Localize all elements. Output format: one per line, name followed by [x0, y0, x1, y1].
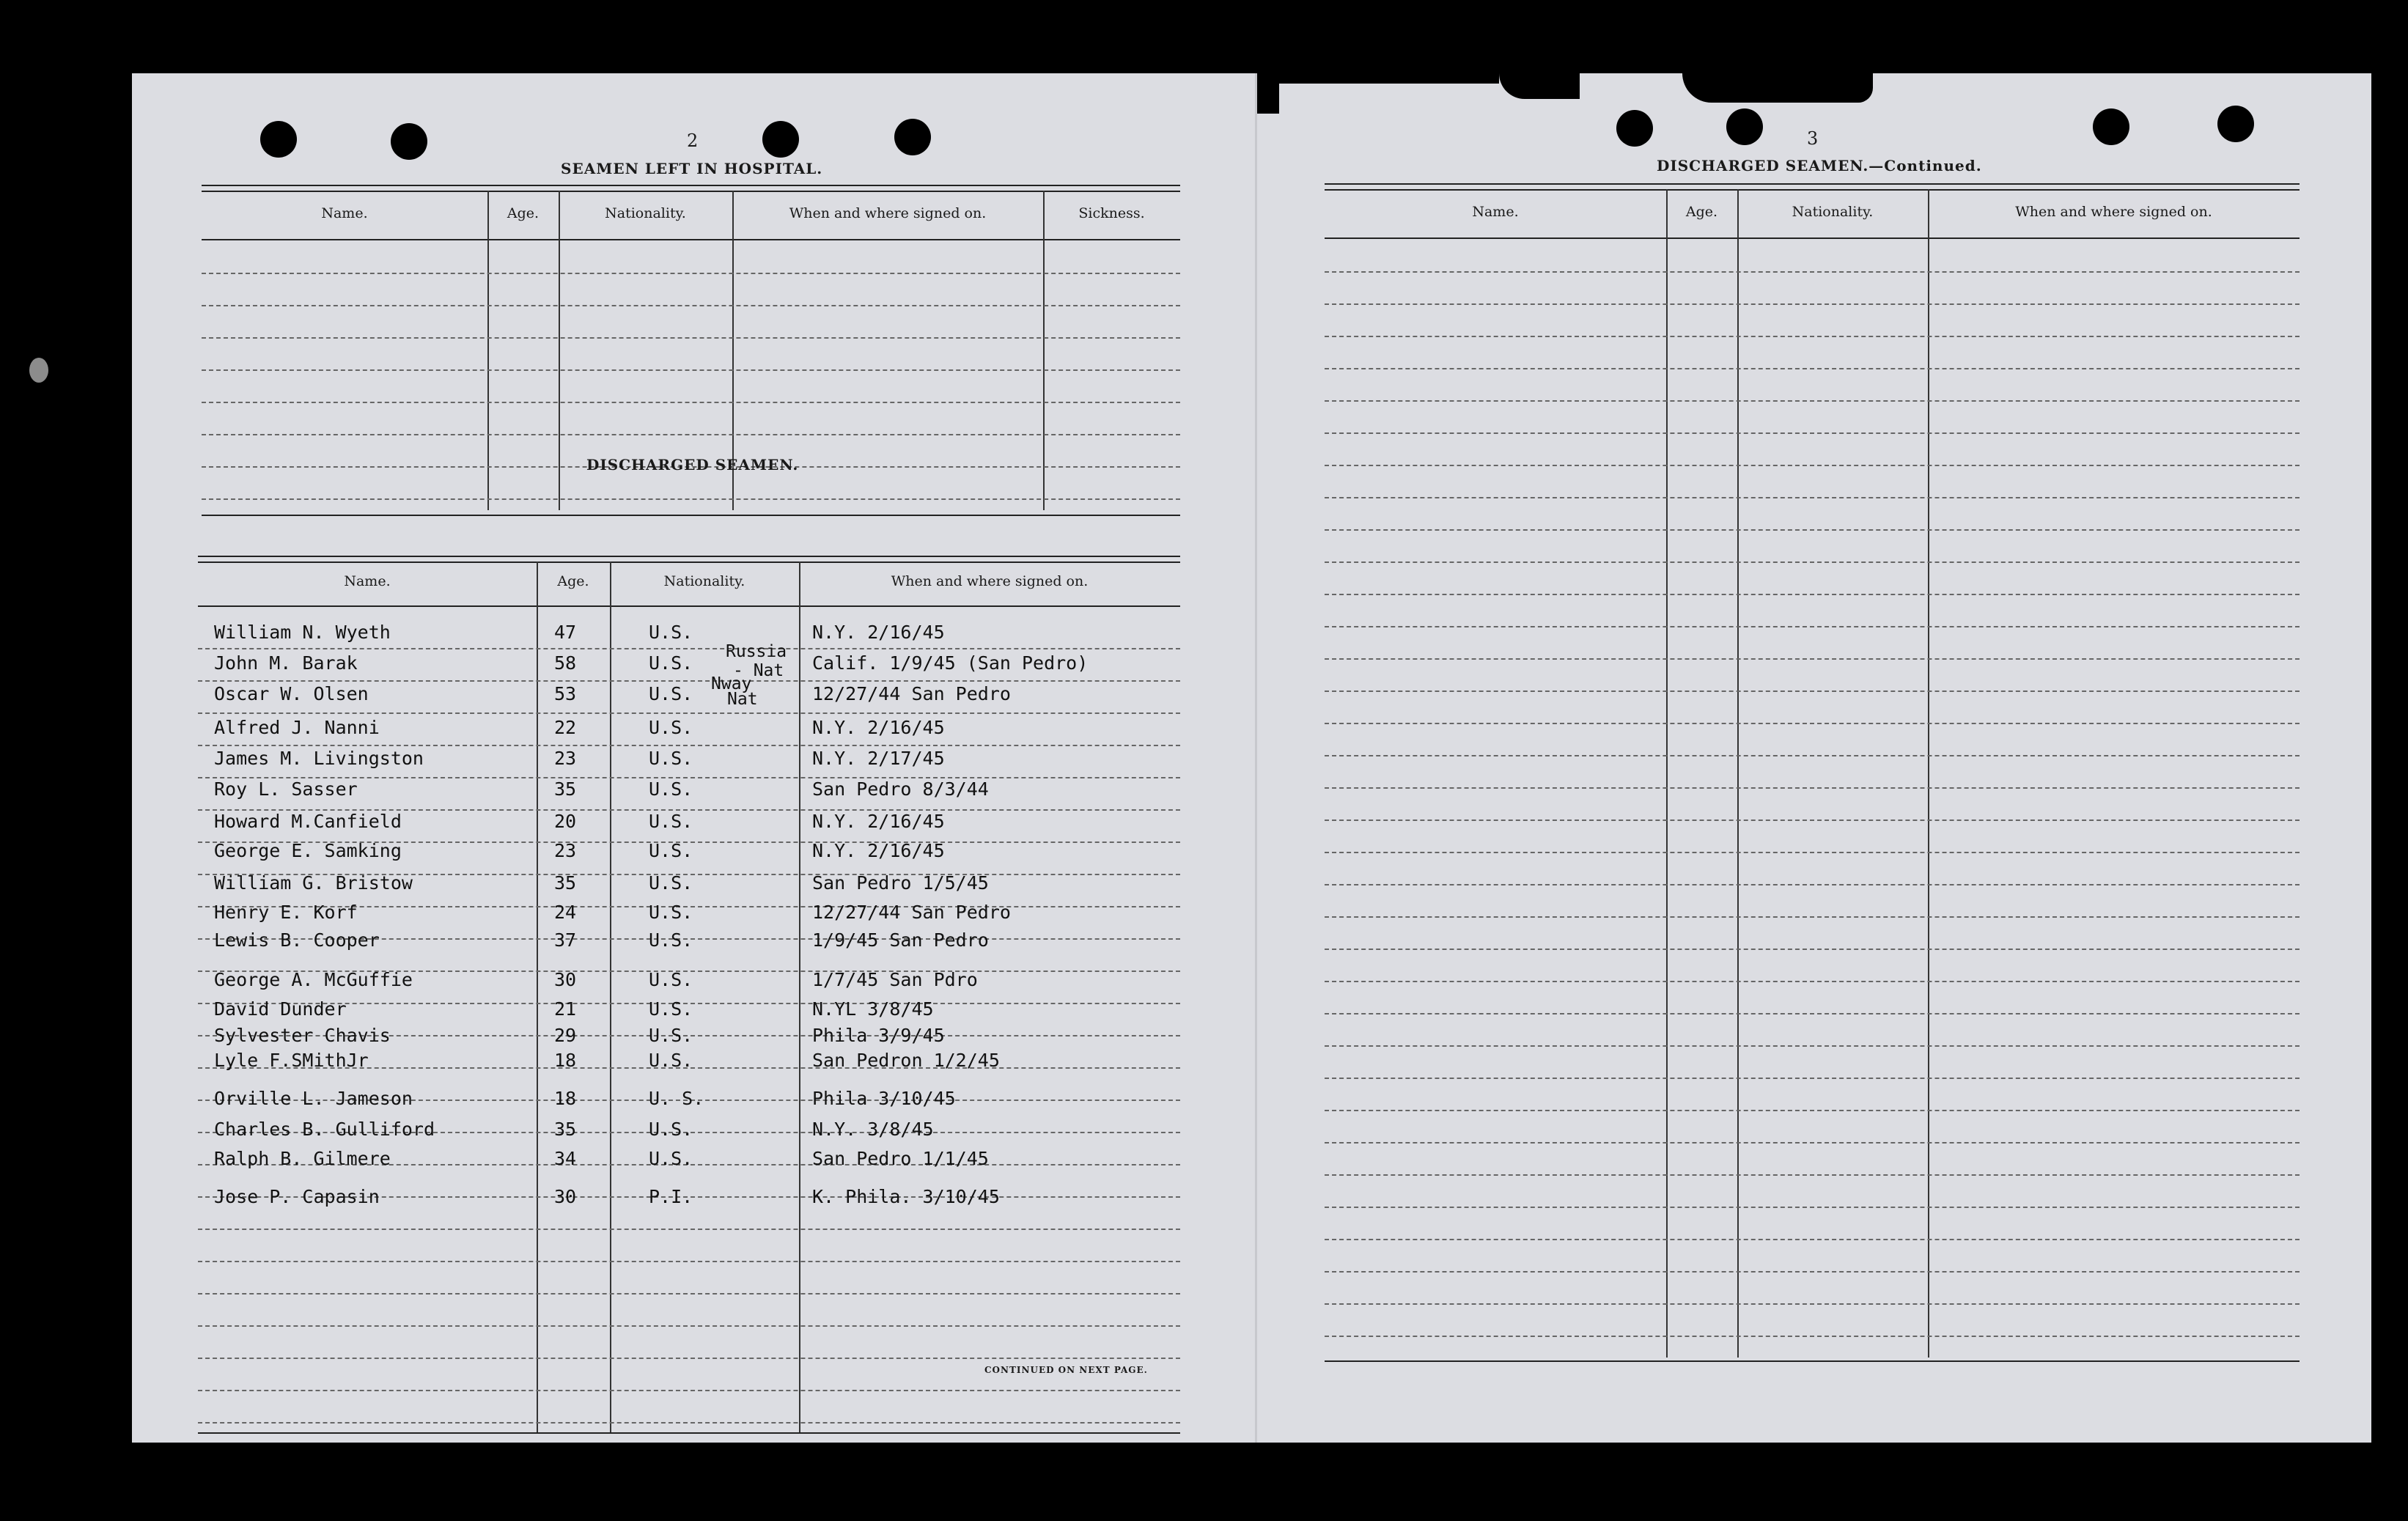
signed-on-cell: N.Y. 2/17/45 — [812, 748, 945, 769]
header-age: Age. — [1685, 204, 1718, 220]
name-cell: Oscar W. Olsen — [214, 683, 369, 704]
table-row — [198, 1119, 1180, 1145]
header-age: Age. — [557, 573, 589, 589]
table-row — [198, 929, 1180, 956]
row-line — [198, 712, 1180, 714]
page-number: 3 — [1807, 128, 1819, 149]
signed-on-cell: N.Y. 3/8/45 — [812, 1119, 934, 1140]
punch-hole — [2093, 108, 2129, 145]
header-sickness: Sickness. — [1078, 205, 1145, 221]
nationality-cell: U.S. — [649, 748, 693, 769]
punch-hole — [1616, 110, 1653, 147]
row-line — [198, 1229, 1180, 1230]
row-line — [1325, 884, 2300, 885]
row-line — [1325, 336, 2300, 337]
row-line — [202, 434, 1180, 435]
column-divider — [487, 191, 489, 510]
age-cell: 53 — [554, 683, 577, 704]
row-line — [198, 1293, 1180, 1294]
signed-on-cell: N.Y. 2/16/45 — [812, 811, 945, 832]
signed-on-cell: N.Y. 2/16/45 — [812, 717, 945, 738]
header-signed-on: When and where signed on. — [789, 205, 987, 221]
row-line — [1325, 465, 2300, 466]
punch-hole — [762, 121, 799, 158]
name-cell: Roy L. Sasser — [214, 778, 358, 800]
table-top-rule — [198, 556, 1180, 563]
table-row — [198, 998, 1180, 1025]
row-line — [1325, 1239, 2300, 1240]
row-line — [1325, 916, 2300, 918]
table-row — [198, 840, 1180, 866]
right-page — [1257, 73, 2371, 1443]
header-nationality: Nationality. — [1792, 204, 1874, 220]
signed-on-cell: San Pedro 1/5/45 — [812, 872, 989, 894]
row-line — [202, 305, 1180, 306]
signed-on-cell: Phila 3/9/45 — [812, 1025, 945, 1046]
nationality-cell: U.S. — [649, 1025, 693, 1046]
table-row — [198, 1025, 1180, 1051]
age-cell: 23 — [554, 840, 577, 861]
table-row — [198, 1186, 1180, 1212]
signed-on-cell: N.YL 3/8/45 — [812, 998, 934, 1020]
nationality-cell: U.S. — [649, 929, 693, 951]
row-line — [1325, 1078, 2300, 1079]
row-line — [1325, 820, 2300, 821]
name-cell: Sylvester Chavis — [214, 1025, 391, 1046]
header-name: Name. — [1472, 204, 1519, 220]
annotation-nat: - Nat — [733, 661, 784, 680]
row-line — [198, 1325, 1180, 1327]
age-cell: 23 — [554, 748, 577, 769]
column-divider — [1043, 191, 1045, 510]
table-row — [198, 1050, 1180, 1076]
nationality-cell: U.S. — [649, 717, 693, 738]
name-cell: George E. Samking — [214, 840, 402, 861]
row-line — [202, 273, 1180, 274]
table-bottom-rule — [198, 1432, 1180, 1434]
table-row — [198, 748, 1180, 774]
signed-on-cell: N.Y. 2/16/45 — [812, 840, 945, 861]
signed-on-cell: Calif. 1/9/45 (San Pedro) — [812, 652, 1089, 674]
nationality-cell: U.S. — [649, 811, 693, 832]
name-cell: William G. Bristow — [214, 872, 413, 894]
row-line — [1325, 1045, 2300, 1047]
signed-on-cell: 12/27/44 San Pedro — [812, 683, 1011, 704]
row-line — [1325, 852, 2300, 853]
age-cell: 34 — [554, 1148, 577, 1169]
page-number: 2 — [687, 130, 699, 151]
punch-hole — [894, 119, 931, 155]
discharged-table — [198, 482, 1180, 1440]
header-signed-on: When and where signed on. — [891, 573, 1089, 589]
name-cell: Ralph B. Gilmere — [214, 1148, 391, 1169]
row-line — [1325, 787, 2300, 789]
discharged-continued-table — [1325, 183, 2300, 1444]
header-name: Name. — [321, 205, 368, 221]
name-cell: Lewis B. Cooper — [214, 929, 380, 951]
paper-tear — [1682, 73, 1873, 103]
row-line — [1325, 1142, 2300, 1143]
row-line — [1325, 755, 2300, 756]
column-divider — [1666, 189, 1668, 1358]
annotation-nway: Nway — [711, 674, 752, 693]
row-line — [198, 680, 1180, 682]
age-cell: 35 — [554, 1119, 577, 1140]
nationality-cell: U.S. — [649, 683, 693, 704]
left-page — [132, 73, 1257, 1443]
table-bottom-rule — [1325, 1360, 2300, 1362]
row-line — [1325, 658, 2300, 660]
row-line — [1325, 1207, 2300, 1208]
name-cell: David Dunder — [214, 998, 347, 1020]
age-cell: 18 — [554, 1050, 577, 1071]
table-top-rule — [202, 185, 1180, 192]
row-line — [1325, 949, 2300, 950]
row-line — [1325, 432, 2300, 434]
scan-speck — [29, 358, 48, 383]
table-row — [198, 811, 1180, 837]
name-cell: Charles B. Gulliford — [214, 1119, 435, 1140]
header-age: Age. — [507, 205, 540, 221]
row-line — [198, 745, 1180, 746]
nationality-cell: U.S. — [649, 1119, 693, 1140]
paper-tear — [1257, 73, 1279, 114]
table-row — [198, 902, 1180, 928]
age-cell: 18 — [554, 1088, 577, 1109]
row-line — [1325, 626, 2300, 627]
header-signed-on: When and where signed on. — [2015, 204, 2212, 220]
row-line — [1325, 1013, 2300, 1014]
name-cell: Howard M.Canfield — [214, 811, 402, 832]
table-top-rule — [1325, 183, 2300, 191]
nationality-cell: U. S. — [649, 1088, 704, 1109]
paper-tear — [1279, 73, 1499, 84]
signed-on-cell: N.Y. 2/16/45 — [812, 622, 945, 643]
header-nationality: Nationality. — [663, 573, 745, 589]
punch-hole — [1726, 108, 1763, 145]
row-line — [1325, 981, 2300, 982]
row-line — [1325, 690, 2300, 692]
column-divider — [559, 191, 560, 510]
name-cell: Henry E. Korf — [214, 902, 358, 923]
table-row — [198, 1088, 1180, 1114]
nationality-cell: U.S. — [649, 969, 693, 990]
age-cell: 29 — [554, 1025, 577, 1046]
row-line — [1325, 271, 2300, 273]
row-line — [1325, 1336, 2300, 1337]
row-line — [202, 337, 1180, 339]
nationality-cell: U.S. — [649, 840, 693, 861]
signed-on-cell: San Pedron 1/2/45 — [812, 1050, 1000, 1071]
row-line — [198, 1390, 1180, 1391]
name-cell: John M. Barak — [214, 652, 358, 674]
continued-note: CONTINUED ON NEXT PAGE. — [984, 1365, 1148, 1375]
table-row — [198, 622, 1180, 648]
row-line — [1325, 1271, 2300, 1273]
name-cell: Alfred J. Nanni — [214, 717, 380, 738]
table-header-rule — [1325, 237, 2300, 239]
hospital-section-title: SEAMEN LEFT IN HOSPITAL. — [561, 160, 823, 177]
row-line — [202, 402, 1180, 403]
discharged-continued-title: DISCHARGED SEAMEN.—Continued. — [1657, 157, 1982, 174]
column-divider — [1737, 189, 1739, 1358]
age-cell: 30 — [554, 1186, 577, 1207]
signed-on-cell: 12/27/44 San Pedro — [812, 902, 1011, 923]
signed-on-cell: 1/7/45 San Pdro — [812, 969, 978, 990]
row-line — [1325, 400, 2300, 402]
punch-hole — [2217, 106, 2254, 142]
age-cell: 21 — [554, 998, 577, 1020]
row-line — [1325, 497, 2300, 498]
nationality-cell: U.S. — [649, 778, 693, 800]
signed-on-cell: San Pedro 8/3/44 — [812, 778, 989, 800]
column-divider — [1928, 189, 1929, 1358]
row-line — [198, 648, 1180, 649]
header-nationality: Nationality. — [605, 205, 686, 221]
age-cell: 35 — [554, 778, 577, 800]
age-cell: 37 — [554, 929, 577, 951]
punch-hole — [260, 121, 297, 158]
name-cell: Lyle F.SMithJr — [214, 1050, 369, 1071]
annotation-nat: Nat — [727, 690, 758, 709]
nationality-cell: P.I. — [649, 1186, 693, 1207]
age-cell: 58 — [554, 652, 577, 674]
nationality-cell: U.S. — [649, 998, 693, 1020]
row-line — [1325, 303, 2300, 305]
nationality-cell: U.S. — [649, 1148, 693, 1169]
table-header-rule — [202, 239, 1180, 240]
row-line — [1325, 594, 2300, 595]
row-line — [1325, 1174, 2300, 1176]
age-cell: 20 — [554, 811, 577, 832]
row-line — [1325, 529, 2300, 531]
age-cell: 22 — [554, 717, 577, 738]
name-cell: Jose P. Capasin — [214, 1186, 380, 1207]
annotation-russia: Russia — [726, 642, 787, 661]
age-cell: 35 — [554, 872, 577, 894]
nationality-cell: U.S. — [649, 902, 693, 923]
table-row — [198, 872, 1180, 899]
row-line — [198, 1422, 1180, 1424]
table-row — [198, 652, 1180, 679]
signed-on-cell: San Pedro 1/1/45 — [812, 1148, 989, 1169]
paper-tear — [1499, 73, 1580, 99]
discharged-section-title: DISCHARGED SEAMEN. — [586, 456, 799, 474]
name-cell: James M. Livingston — [214, 748, 424, 769]
row-line — [1325, 1110, 2300, 1111]
nationality-cell: U.S. — [649, 622, 693, 643]
row-line — [1325, 1303, 2300, 1305]
signed-on-cell: K. Phila. 3/10/45 — [812, 1186, 1000, 1207]
name-cell: William N. Wyeth — [214, 622, 391, 643]
nationality-cell: U.S. — [649, 872, 693, 894]
table-row — [198, 717, 1180, 743]
table-header-rule — [198, 605, 1180, 607]
age-cell: 24 — [554, 902, 577, 923]
name-cell: Orville L. Jameson — [214, 1088, 413, 1109]
signed-on-cell: 1/9/45 San Pedro — [812, 929, 989, 951]
header-name: Name. — [344, 573, 391, 589]
table-row — [198, 1148, 1180, 1174]
table-row — [198, 778, 1180, 805]
name-cell: George A. McGuffie — [214, 969, 413, 990]
signed-on-cell: Phila 3/10/45 — [812, 1088, 956, 1109]
row-line — [198, 1358, 1180, 1359]
age-cell: 30 — [554, 969, 577, 990]
nationality-cell: U.S. — [649, 1050, 693, 1071]
row-line — [1325, 368, 2300, 369]
row-line — [198, 1261, 1180, 1262]
punch-hole — [391, 123, 427, 160]
table-row — [198, 969, 1180, 995]
row-line — [202, 369, 1180, 371]
nationality-cell: U.S. — [649, 652, 693, 674]
age-cell: 47 — [554, 622, 577, 643]
row-line — [1325, 561, 2300, 563]
table-row — [198, 683, 1180, 710]
row-line — [1325, 723, 2300, 724]
